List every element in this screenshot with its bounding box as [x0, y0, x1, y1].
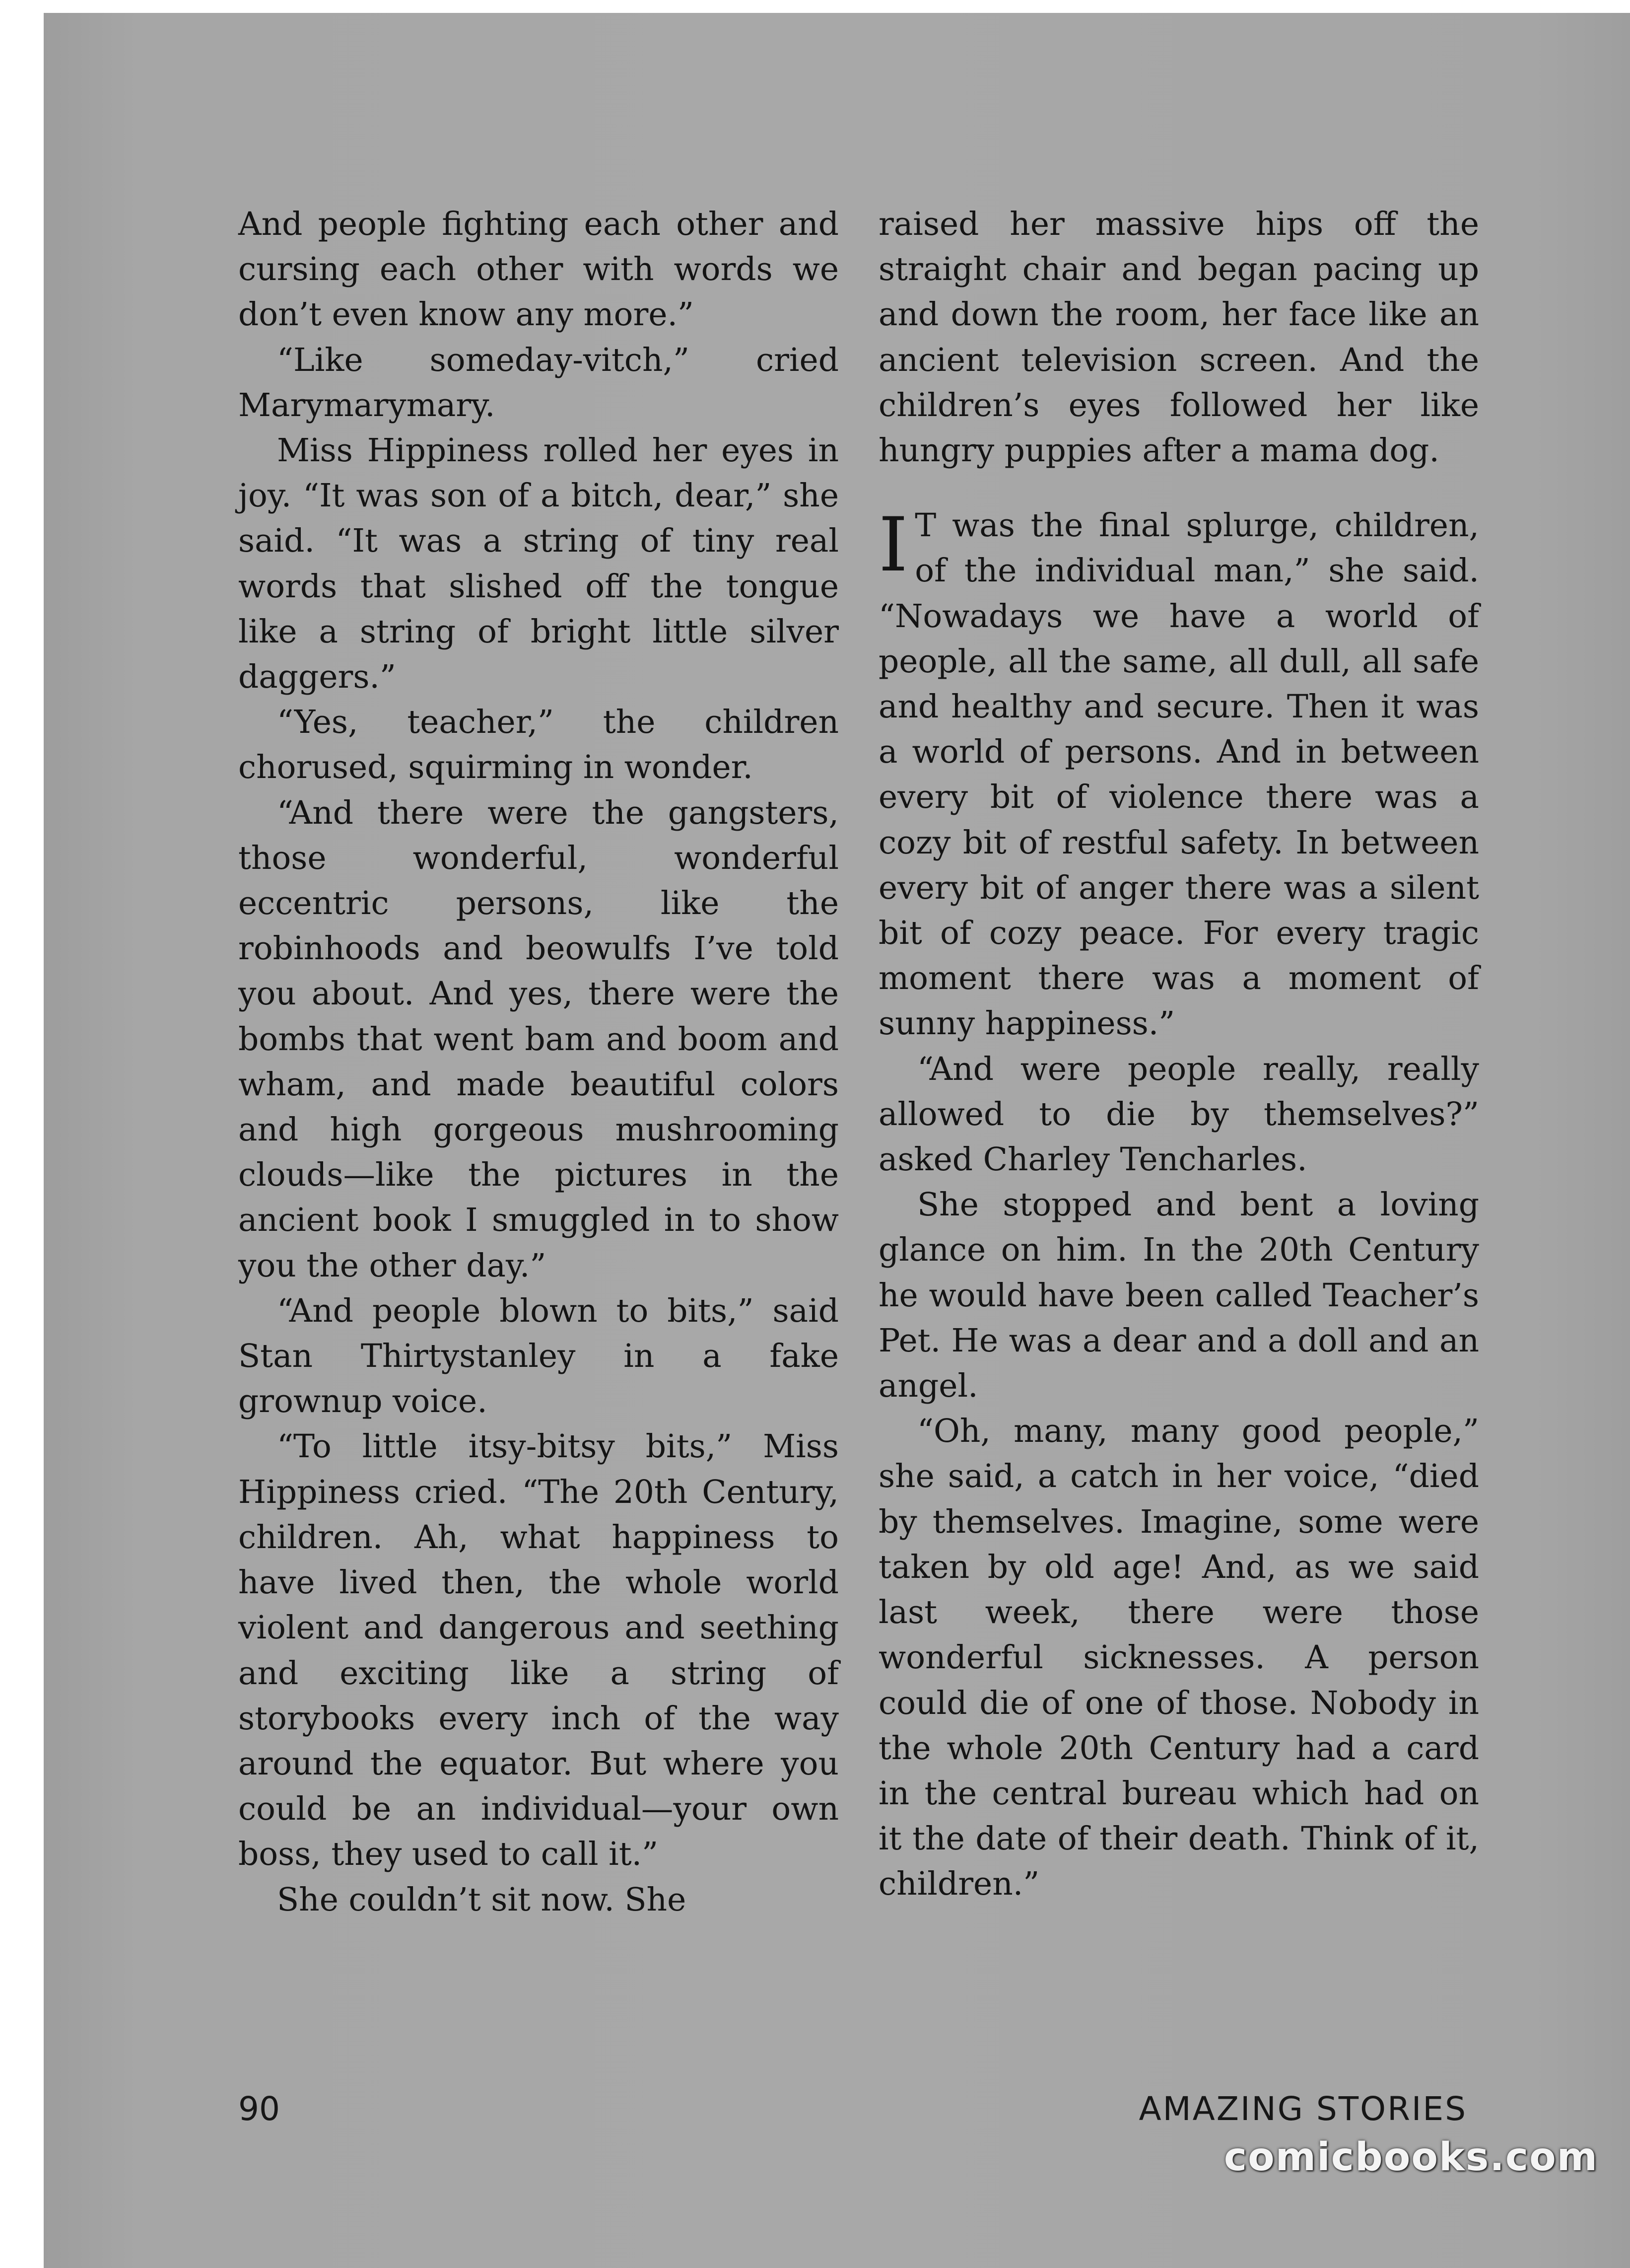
paragraph: “And people blown to bits,” said Stan Thirtystanley in a fake grownup voice. — [238, 1292, 839, 1420]
paragraph-text: T was the final splurge, children, of the individual man,” she said. “Nowadays we have a world of people, all the same, all dull, all safe and healthy and secure. Then it was a world of persons. And in between every bit of violence there was a cozy bit of restful safety. In between every bit of anger there was a silent bit of cozy peace. For every tragic moment there was a moment of sunny happiness.” — [879, 507, 1479, 1043]
magazine-title: AMAZING STORIES — [1139, 2090, 1467, 2128]
paragraph: “And there were the gangsters, those wonderful, wonderful eccentric persons, like the robinhoods and beowulfs I’ve told you about. And yes, there were the bombs that went bam and boom and wham, and made beautiful colors and high gorgeous mushrooming clouds—like the pictures in the ancient book I smuggled in to show you the other day.” — [238, 794, 839, 1284]
paragraph: raised her massive hips off the straight chair and began pacing up and down the room, her face like an ancient television screen. And the children’s eyes followed her like hungry puppies after a mama dog. — [879, 206, 1479, 470]
paragraph: “To little itsy-bitsy bits,” Miss Hippiness cried. “The 20th Century, children. Ah, what happiness to have lived then, the whole world violent and dangerous and seething and exciting like a string of storybooks every inch of the way around the equator. But where you could be an individual—your own boss, they used to call it.” — [238, 1428, 839, 1873]
paragraph: “Oh, many, many good people,” she said, a catch in her voice, “died by themselves. Imagine, some were taken by old age! And, as we said last week, there were those wonderful sicknesses. A person could die of one of those. Nobody in the whole 20th Century had a card in the central bureau which had on it the date of their death. Think of it, children.” — [879, 1413, 1479, 1903]
drop-cap: I — [879, 502, 908, 589]
paragraph: She couldn’t sit now. She — [277, 1881, 686, 1918]
paragraph: She stopped and bent a loving glance on him. In the 20th Century he would have been called Teacher’s Pet. He was a dear and a doll and an angel. — [879, 1186, 1479, 1405]
watermark: comicbooks.com — [1223, 2135, 1598, 2180]
magazine-page — [44, 13, 1630, 2268]
text-column-right — [879, 202, 1479, 1907]
paragraph: “And were people really, really allowed to die by themselves?” asked Charley Tencharles. — [879, 1050, 1479, 1179]
paragraph: “Yes, teacher,” the children chorused, squirming in wonder. — [238, 704, 839, 786]
paragraph: “Like someday-vitch,” cried Marymarymary. — [238, 341, 839, 424]
paragraph: Miss Hippiness rolled her eyes in joy. “It was son of a bitch, dear,” she said. “It was a string of tiny real words that slished off the tongue like a string of bright little silver daggers.” — [238, 432, 839, 696]
section-opening-paragraph — [879, 503, 1479, 1046]
text-column-left — [238, 202, 839, 1922]
paragraph: And people fighting each other and cursing each other with words we don’t even know any more.” — [238, 206, 839, 334]
page-number: 90 — [238, 2090, 280, 2128]
